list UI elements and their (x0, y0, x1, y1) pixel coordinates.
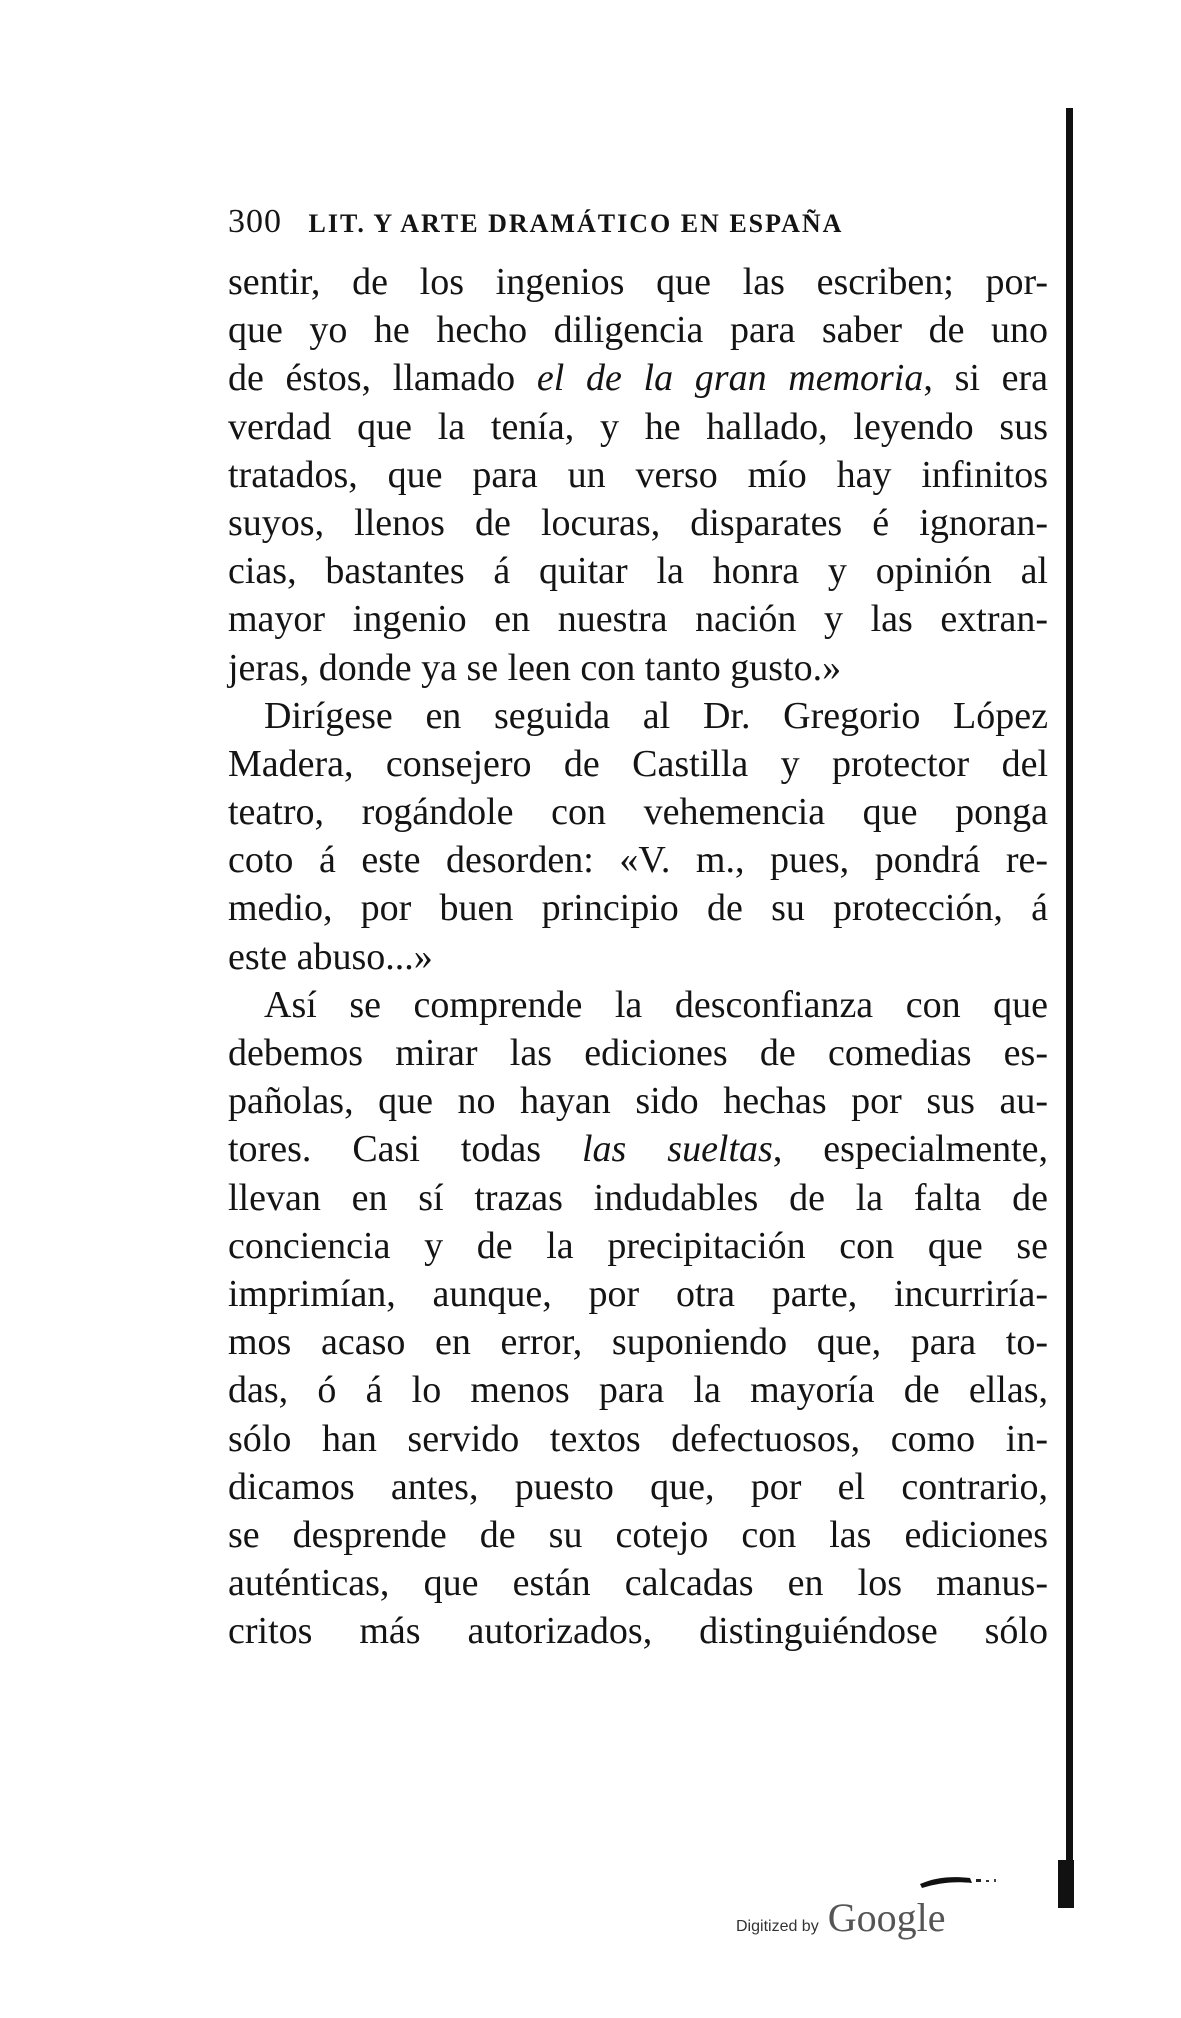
text-line (228, 644, 1048, 692)
line-text: jeras, donde ya se leen con tanto gusto.» (228, 646, 842, 689)
text-line (228, 836, 1048, 884)
digitized-by-google-watermark (736, 1894, 946, 1941)
text-line (228, 403, 1048, 451)
text-line (228, 451, 1048, 499)
line-text-tail: , especialmente, (772, 1128, 1048, 1171)
line-text: verdad que la tenía, y he hallado, leyendo sus (228, 405, 1048, 448)
line-text: das, ó á lo menos para la mayoría de ellas, (228, 1369, 1048, 1412)
body-text (228, 258, 1048, 1655)
line-text: Así se comprende la desconfianza con que (264, 983, 1048, 1026)
line-text: debemos mirar las ediciones de comedias es- (228, 1032, 1048, 1074)
text-line (228, 740, 1048, 788)
line-text: coto á este desorden: «V. m., pues, pondrá re- (228, 839, 1048, 882)
line-text: mos acaso en error, suponiendo que, para to- (228, 1321, 1048, 1364)
line-text: dicamos antes, puesto que, por el contrario, (228, 1465, 1048, 1508)
text-line (228, 1174, 1048, 1222)
text-line (228, 1415, 1048, 1463)
text-line (228, 547, 1048, 595)
text-line (228, 499, 1048, 547)
text-line (228, 1029, 1048, 1077)
digitized-by-label: Digitized by (736, 1918, 819, 1935)
text-line (228, 1607, 1048, 1655)
line-text: auténticas, que están calcadas en los manus- (228, 1562, 1048, 1605)
line-text: tratados, que para un verso mío hay infinitos (228, 453, 1048, 496)
line-text: este abuso...» (228, 935, 433, 978)
line-text: medio, por buen principio de su protección, á (228, 887, 1048, 930)
line-text: tores. Casi todas (228, 1128, 582, 1171)
line-text: sólo han servido textos defectuosos, como in- (228, 1417, 1048, 1460)
scan-edge-shadow (1066, 108, 1073, 1908)
text-line (228, 692, 1048, 740)
line-text: Madera, consejero de Castilla y protector del (228, 742, 1048, 785)
text-line (228, 884, 1048, 932)
line-text: mayor ingenio en nuestra nación y las extran- (228, 598, 1048, 641)
text-line (228, 354, 1048, 402)
text-line (228, 933, 1048, 981)
line-text-tail: , si era (923, 357, 1048, 400)
page-number: 300 (228, 203, 282, 240)
running-header (228, 203, 1028, 241)
scan-artifact-mark (918, 1868, 1018, 1890)
line-text: se desprende de su cotejo con las ediciones (228, 1513, 1048, 1556)
text-line (228, 788, 1048, 836)
google-logo-text: Google (827, 1895, 946, 1940)
running-title: LIT. Y ARTE DRAMÁTICO EN ESPAÑA (308, 209, 844, 238)
text-line (228, 595, 1048, 643)
line-text: que yo he hecho diligencia para saber de uno (228, 309, 1048, 352)
text-line (228, 1511, 1048, 1559)
line-text: critos más autorizados, distinguiéndose sólo (228, 1610, 1048, 1653)
text-line (228, 981, 1048, 1029)
text-line (228, 258, 1048, 306)
italic-title: las sueltas (581, 1128, 773, 1171)
text-line (228, 1559, 1048, 1607)
text-line (228, 306, 1048, 354)
line-text: llevan en sí trazas indudables de la falta de (228, 1176, 1048, 1219)
italic-title: el de la gran memoria (536, 357, 924, 400)
line-text: teatro, rogándole con vehemencia que ponga (228, 791, 1048, 834)
line-text: sentir, de los ingenios que las escriben; por- (228, 261, 1048, 303)
text-line (228, 1318, 1048, 1366)
line-text: cias, bastantes á quitar la honra y opinión al (228, 550, 1048, 593)
text-line (228, 1270, 1048, 1318)
text-line (228, 1463, 1048, 1511)
text-line (228, 1125, 1048, 1173)
line-text: suyos, llenos de locuras, disparates é ignoran- (228, 501, 1048, 544)
line-text: de éstos, llamado (228, 357, 537, 400)
scan-edge-shadow-lower (1058, 1860, 1074, 1908)
text-line (228, 1366, 1048, 1414)
line-text: conciencia y de la precipitación con que se (228, 1224, 1048, 1267)
text-line (228, 1222, 1048, 1270)
line-text: pañolas, que no hayan sido hechas por sus au- (228, 1080, 1048, 1123)
line-text: Dirígese en seguida al Dr. Gregorio López (264, 694, 1048, 737)
line-text: imprimían, aunque, por otra parte, incurriría- (228, 1272, 1048, 1315)
text-line (228, 1077, 1048, 1125)
